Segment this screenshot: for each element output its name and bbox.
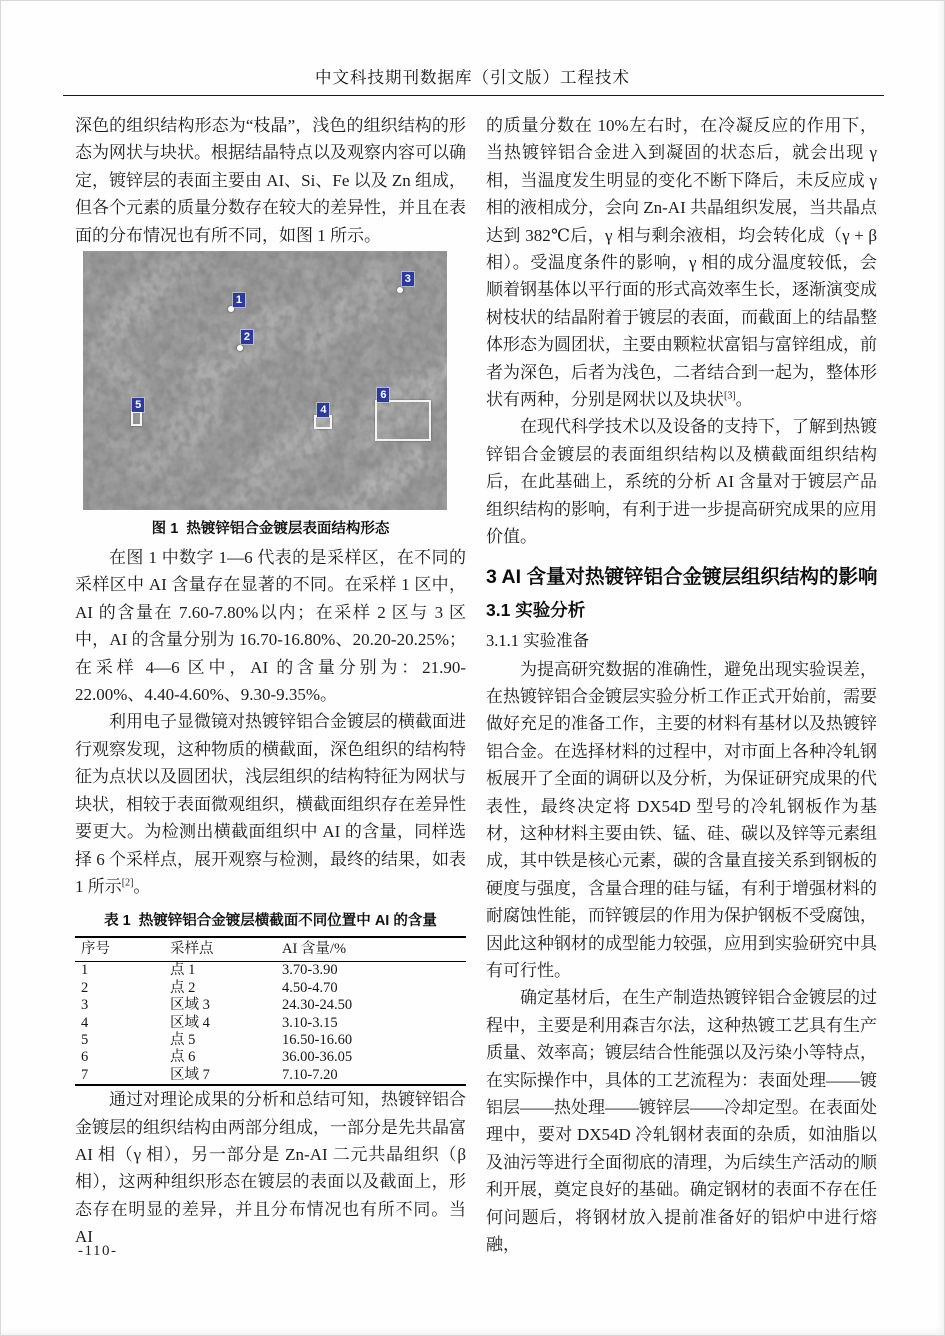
micrograph-figure — [83, 251, 447, 510]
table-body — [75, 962, 466, 1085]
table-cell: 16.50-16.60 — [282, 1031, 353, 1048]
table-cell: 区域 3 — [170, 997, 210, 1014]
table-header-cell: 采样点 — [170, 937, 282, 962]
table-cell: 点 5 — [170, 1031, 196, 1048]
micrograph-overlay — [83, 251, 447, 510]
table-row — [75, 1067, 466, 1085]
table-header-cell: AI 含量/% — [282, 937, 466, 962]
body-paragraph — [75, 708, 466, 900]
table-cell: 点 1 — [170, 962, 196, 979]
figure-marker-label-6: 6 — [377, 388, 389, 402]
table-row — [75, 1032, 466, 1049]
table-row — [75, 1049, 466, 1066]
citation-ref: [2] — [121, 877, 134, 889]
section-heading-3-1-1: 3.1.1 实验准备 — [486, 630, 590, 650]
figure-marker-label-2: 2 — [241, 330, 253, 344]
table-header-row — [75, 937, 466, 962]
figure-marker-rect-6 — [375, 400, 431, 441]
table-caption-text: 热镀锌铝合金镀层横截面不同位置中 AI 的含量 — [138, 913, 437, 930]
figure-caption-label: 图 1 — [151, 521, 179, 538]
figure-caption — [75, 514, 466, 544]
section-heading-3-1: 3.1 实验分析 — [486, 599, 586, 620]
table-cell: 3 — [81, 997, 89, 1014]
table-cell: 2 — [81, 979, 89, 996]
figure-caption-text: 热镀锌铝合金镀层表面结构形态 — [186, 521, 390, 538]
table-cell: 点 6 — [170, 1049, 196, 1066]
table-cell: 7 — [81, 1066, 89, 1083]
figure-marker-label-3: 3 — [402, 272, 414, 286]
table-cell: 7.10-7.20 — [282, 1066, 338, 1083]
journal-header-title: 中文科技期刊数据库（引文版）工程技术 — [315, 68, 630, 87]
body-paragraph: 通过对理论成果的分析和总结可知，热镀锌铝合金镀层的组织结构由两部分组成，一部分是先共晶富 AI 相（γ 相），另一部分是 Zn-AI 二元共晶组织（β 相），这两种组织形态在镀层的表面以及截面上，形态存在明显的差异，并且分布情况也有所不同。当 AI — [75, 1090, 466, 1247]
figure-marker-rect-4 — [314, 415, 332, 429]
figure-marker-label-1: 1 — [233, 293, 245, 307]
table-cell: 24.30-24.50 — [282, 997, 353, 1014]
body-paragraph: 在图 1 中数字 1—6 代表的是采样区，在不同的采样区中 AI 含量存在显著的不同。在采样 1 区中，AI 的含量在 7.60-7.80%以内；在采样 2 区与 3 区中，AI 的含量分别为 16.70-16.80%、20.20-20.25%；在采样 4—6 区中，AI 的含量分别为：21.90-22.00%、4.40-4.60%、9.30-9.35%。 — [75, 548, 466, 705]
table-cell: 区域 4 — [170, 1014, 210, 1031]
table-row — [75, 980, 466, 997]
figure-marker-label-5: 5 — [132, 398, 144, 412]
table-caption-label: 表 1 — [104, 913, 131, 930]
table-cell: 3.10-3.15 — [282, 1014, 338, 1031]
table-cell: 4 — [81, 1014, 89, 1031]
body-paragraph: 为提高研究数据的准确性，避免出现实验误差，在热镀锌铝合金镀层实验分析工作正式开始前，需要做好充足的准备工作，主要的材料有基材以及热镀锌铝合金。在选择材料的过程中，对市面上各种冷轧钢板展开了全面的调研以及分析，为保证研究成果的代表性，最终决定将 DX54D 型号的冷轧钢板作为基材，这种材料主要由铁、锰、硅、碳以及锌等元素组成，其中铁是核心元素，碳的含量直接关系到钢板的硬度与强度，含量合理的硅与锰，有利于增强材料的耐腐蚀性能，而锌镀层的作用为保护钢板不受腐蚀，因此这种钢材的成型能力较强，应用到实验研究中具有可行性。 — [486, 659, 877, 980]
table-cell: 6 — [81, 1049, 89, 1066]
figure-marker-rect-5 — [131, 411, 142, 426]
figure-marker-label-4: 4 — [317, 403, 329, 417]
table-header-cell: 序号 — [75, 937, 170, 962]
body-paragraph: 深色的组织结构形态为“枝晶”，浅色的组织结构的形态为网状与块状。根据结晶特点以及观察内容可以确定，镀锌层的表面主要由 AI、Si、Fe 以及 Zn 组成，但各个元素的质量分数存在较大的差异性，并且在表面的分布情况也有所不同，如图 1 所示。 — [75, 116, 466, 245]
figure-marker-dot-3 — [397, 287, 403, 293]
header-divider — [63, 95, 884, 96]
table-cell: 点 2 — [170, 979, 196, 996]
table-cell: 36.00-36.05 — [282, 1049, 353, 1066]
table-row — [75, 962, 466, 980]
paragraph-text: 。 — [133, 876, 151, 896]
al-content-table — [75, 936, 466, 1086]
table-caption — [75, 906, 466, 936]
table-row — [75, 1015, 466, 1032]
figure-marker-dot-2 — [237, 345, 243, 351]
table-cell: 区域 7 — [170, 1066, 210, 1083]
paragraph-text: 。 — [735, 390, 753, 410]
table-cell: 1 — [81, 962, 89, 979]
right-column — [486, 112, 877, 1258]
table-cell: 4.50-4.70 — [282, 979, 338, 996]
body-paragraph: 在现代科学技术以及设备的支持下，了解到热镀锌铝合金镀层的表面组织结构以及横截面组织结构后，在此基础上，系统的分析 AI 含量对于镀层产品组织结构的影响，有利于进一步提高研究成果的应用价值。 — [486, 417, 877, 547]
page-number: -110- — [78, 1243, 118, 1259]
paragraph-text: 利用电子显微镜对热镀锌铝合金镀层的横截面进行观察发现，这种物质的横截面，深色组织的结构特征为点状以及圆团状，浅层组织的结构特征为网状与块状，相较于表面微观组织，横截面组织存在差异性要更大。为检测出横截面组织中 AI 的含量，同样选择 6 个采样点，展开观察与检测，最终的结果，如表 1 所示 — [75, 712, 466, 896]
section-heading-3: 3 AI 含量对热镀锌铝合金镀层组织结构的影响 — [486, 565, 878, 588]
table-cell: 5 — [81, 1031, 89, 1048]
citation-ref: [3] — [724, 390, 736, 402]
table-cell: 3.70-3.90 — [282, 962, 338, 979]
left-column — [75, 112, 466, 1251]
body-paragraph — [486, 112, 877, 413]
paragraph-text: 的质量分数在 10%左右时，在冷凝反应的作用下，当热镀锌铝合金进入到凝固的状态后，就会出现 γ 相，当温度发生明显的变化不断下降后，未反应成 γ 相的液相成分，会向 Zn-AI 共晶组织发展，当共晶点达到 382℃后，γ 相与剩余液相，均会转化成（γ + β 相）。受温度条件的影响，γ 相的成分温度较低，会顺着钢基体以平行面的形式高效率生长，逐渐演变成树枝状的结晶附着于镀层的表面，而截面上的结晶整体形态为圆团状，主要由颗粒状富铝与富锌组成，前者为深色，后者为浅色，二者结合到一起为，整体形状有两种，分别是网状以及块状 — [486, 116, 877, 410]
table-row — [75, 997, 466, 1014]
body-paragraph: 确定基材后，在生产制造热镀锌铝合金镀层的过程中，主要是利用森吉尔法，这种热镀工艺具有生产质量、效率高；镀层结合性能强以及污染小等特点，在实际操作中，具体的工艺流程为：表面处理——镀铝层——热处理——镀锌层——冷却定型。在表面处理中，要对 DX54D 冷轧钢材表面的杂质，如油脂以及油污等进行全面彻底的清理，为后续生产活动的顺利开展，奠定良好的基础。确定钢材的表面不存在任何问题后，将钢材放入提前准备好的铝炉中进行熔融， — [486, 988, 877, 1255]
